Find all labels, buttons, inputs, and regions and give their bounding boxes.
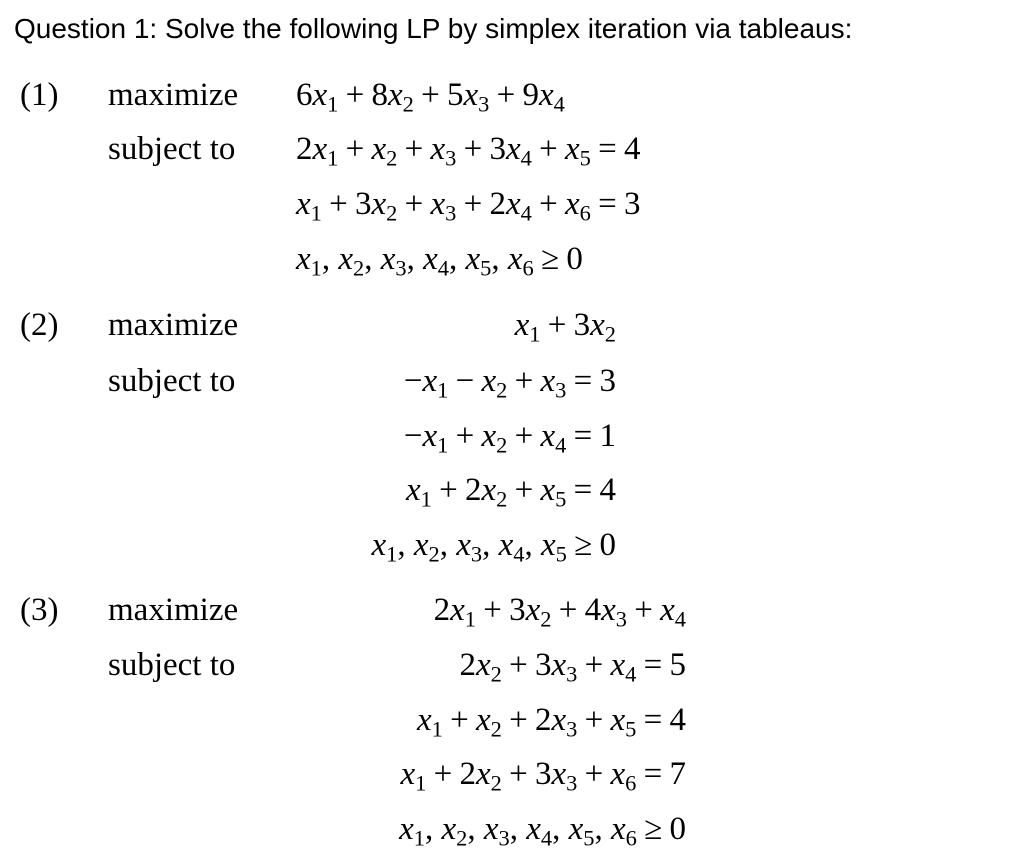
constraint-2: $-x_1 + x_2 + x_4 = 1$	[403, 418, 616, 458]
subject-to-label: subject to	[108, 363, 236, 399]
maximize-label: maximize	[108, 77, 239, 113]
question-title: Question 1: Solve the following LP by simplex iteration via tableaus:	[14, 13, 853, 44]
lp-problem-3	[0, 590, 1012, 860]
maximize-label: maximize	[108, 307, 239, 343]
nonnegativity-constraint: $x_1$, $x_2$, $x_3$, $x_4$, $x_5$, $x_6 \ge 0$	[296, 241, 583, 281]
objective-function: $2x_1 + 3x_2 + 4x_3 + x_4$	[433, 592, 686, 632]
constraint-1: $2x_1 + x_2 + x_3 + 3x_4 + x_5 = 4$	[296, 131, 641, 171]
problem-number: (1)	[20, 77, 59, 113]
maximize-label: maximize	[108, 592, 239, 628]
subject-to-label: subject to	[108, 131, 236, 167]
nonnegativity-constraint: $x_1$, $x_2$, $x_3$, $x_4$, $x_5 \ge 0$	[371, 527, 616, 567]
constraint-2: $x_1 + 3x_2 + x_3 + 2x_4 + x_6 = 3$	[296, 186, 641, 226]
lp-problem-2	[0, 305, 1012, 565]
constraint-2: $x_1 + x_2 + 2x_3 + x_5 = 4$	[417, 702, 686, 742]
constraint-3: $x_1 + 2x_2 + x_5 = 4$	[406, 472, 616, 512]
constraint-3: $x_1 + 2x_2 + 3x_3 + x_6 = 7$	[400, 756, 686, 796]
problem-number: (2)	[20, 307, 59, 343]
subject-to-label: subject to	[108, 647, 236, 683]
problem-number: (3)	[20, 592, 59, 628]
nonnegativity-constraint: $x_1$, $x_2$, $x_3$, $x_4$, $x_5$, $x_6 \ge 0$	[399, 811, 686, 851]
lp-problem-1	[0, 75, 1012, 281]
objective-function: $x_1 + 3x_2$	[514, 307, 616, 347]
objective-function: $6x_1 + 8x_2 + 5x_3 + 9x_4$	[296, 77, 565, 117]
constraint-1: $2x_2 + 3x_3 + x_4 = 5$	[459, 647, 686, 687]
constraint-1: $-x_1 - x_2 + x_3 = 3$	[403, 363, 616, 403]
